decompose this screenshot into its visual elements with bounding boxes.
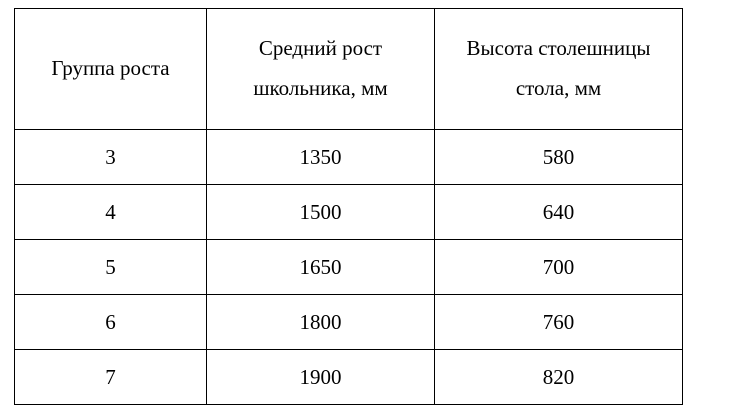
table-row xyxy=(15,185,683,240)
table-row xyxy=(15,350,683,405)
cell-growth-group: 3 xyxy=(15,130,207,185)
table-row xyxy=(15,130,683,185)
cell-average-height: 1650 xyxy=(207,240,435,295)
cell-average-height: 1800 xyxy=(207,295,435,350)
cell-growth-group: 7 xyxy=(15,350,207,405)
cell-growth-group: 6 xyxy=(15,295,207,350)
column-header-line: школьника, мм xyxy=(253,76,388,100)
cell-growth-group: 4 xyxy=(15,185,207,240)
column-header-line: Высота столешницы xyxy=(466,36,651,61)
column-header-line: стола, мм xyxy=(515,76,602,100)
column-header-line: Группа роста xyxy=(51,56,170,81)
cell-average-height: 1900 xyxy=(207,350,435,405)
table-row xyxy=(15,240,683,295)
table-header-row xyxy=(15,9,683,130)
cell-table-top-height: 700 xyxy=(435,240,683,295)
cell-average-height: 1500 xyxy=(207,185,435,240)
cell-table-top-height: 640 xyxy=(435,185,683,240)
cell-table-top-height: 580 xyxy=(435,130,683,185)
table-row xyxy=(15,295,683,350)
height-groups-table xyxy=(14,8,683,405)
column-header-average-height xyxy=(207,9,435,130)
column-header-table-top-height xyxy=(435,9,683,130)
cell-growth-group: 5 xyxy=(15,240,207,295)
table-container xyxy=(14,8,682,405)
column-header-growth-group xyxy=(15,9,207,130)
column-header-line: Средний рост xyxy=(258,36,383,61)
cell-table-top-height: 760 xyxy=(435,295,683,350)
cell-average-height: 1350 xyxy=(207,130,435,185)
cell-table-top-height: 820 xyxy=(435,350,683,405)
